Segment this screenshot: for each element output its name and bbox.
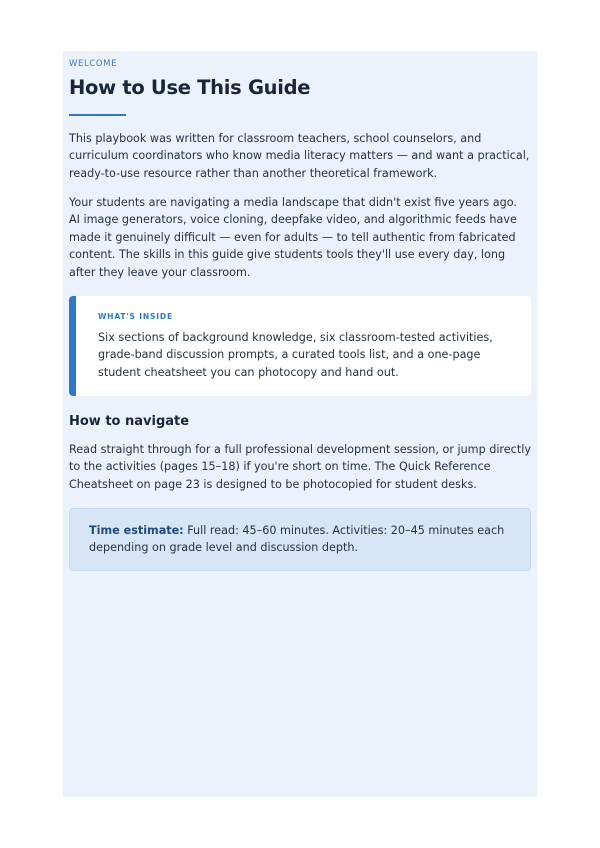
intro-paragraph-2: Your students are navigating a media landscape that didn't exist five years ago. AI image generators, voice cloning, deepfake video, and algorithmic feeds have made it genuinely difficult — even for adults — to tell authentic from fabricated content. The skills in this guide give students tools they'll use every day, long after they leave your classroom.	[69, 196, 517, 279]
section-eyebrow: WELCOME	[69, 59, 118, 69]
guide-page	[63, 51, 537, 797]
page-title: How to Use This Guide	[69, 76, 311, 99]
whats-inside-callout	[69, 296, 531, 396]
intro-paragraph-1: This playbook was written for classroom teachers, school counselors, and curriculum coordinators who know media literacy matters — and want a practical, ready-to-use resource rather than another theoretical framework.	[69, 132, 530, 180]
time-estimate-box	[69, 508, 531, 571]
time-estimate-value: Full read: 45–60 minutes. Activities: 20–45 minutes each depending on grade level and discussion depth.	[89, 524, 505, 555]
title-underline	[69, 114, 126, 116]
navigate-heading: How to navigate	[69, 414, 190, 429]
callout-text: Six sections of background knowledge, six classroom-tested activities, grade-band discussion prompts, a curated tools list, and a one-page student cheatsheet you can photocopy and hand out.	[98, 331, 493, 379]
navigate-paragraph: Read straight through for a full professional development session, or jump directly to the activities (pages 15–18) if you're short on time. The Quick Reference Cheatsheet on page 23 is designed to be photocopied for student desks.	[69, 443, 531, 491]
time-estimate-text	[89, 522, 514, 557]
time-estimate-label: Time estimate:	[89, 524, 184, 537]
callout-label: WHAT'S INSIDE	[98, 312, 174, 321]
